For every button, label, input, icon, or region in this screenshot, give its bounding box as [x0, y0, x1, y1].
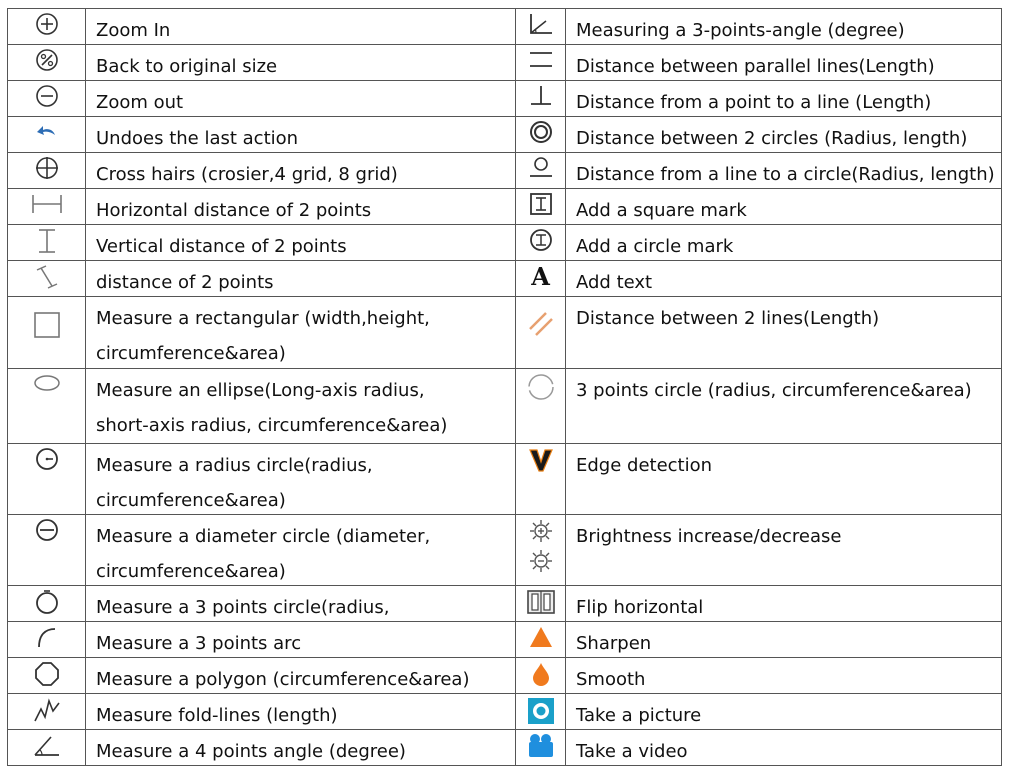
legend-label: Distance between parallel lines(Length): [576, 56, 935, 77]
table-row: [8, 45, 1002, 81]
legend-label: Vertical distance of 2 points: [96, 236, 347, 257]
radius-circle-icon: [35, 447, 59, 471]
zoom-out-icon: [35, 84, 59, 108]
table-row: [8, 189, 1002, 225]
line-to-circle-icon: [528, 156, 554, 180]
rectangle-icon: [33, 311, 61, 339]
two-lines-icon: [526, 309, 556, 339]
legend-label-line2: circumference&area): [96, 490, 286, 511]
legend-label: Measure fold-lines (length): [96, 705, 338, 726]
arc-icon: [35, 625, 59, 649]
legend-label: Edge detection: [576, 455, 713, 476]
flip-horizontal-icon: [526, 589, 556, 615]
table-row: [8, 515, 1002, 586]
three-point-angle-icon: [528, 12, 554, 36]
legend-label: Distance from a line to a circle(Radius, length): [576, 164, 995, 185]
legend-label-line2: circumference&area): [96, 561, 286, 582]
camera-icon: [527, 697, 555, 725]
table-row: [8, 369, 1002, 444]
legend-label: 3 points circle (radius, circumference&area): [576, 380, 972, 401]
legend-label: Take a picture: [576, 705, 702, 726]
legend-label: Brightness increase/decrease: [576, 526, 842, 547]
square-mark-icon: [528, 192, 554, 216]
legend-label: Undoes the last action: [96, 128, 299, 149]
legend-label: Add text: [576, 272, 653, 293]
table-row: [8, 261, 1002, 297]
icon-legend-table: [7, 8, 1002, 766]
fold-lines-icon: [33, 697, 61, 723]
table-row: [8, 225, 1002, 261]
legend-label: Measuring a 3-points-angle (degree): [576, 20, 905, 41]
four-point-angle-icon: [33, 733, 61, 759]
parallel-lines-icon: [528, 48, 554, 72]
crosshair-icon: [35, 156, 59, 180]
edge-detection-icon: [528, 447, 554, 473]
sharpen-icon: [528, 625, 554, 649]
table-row: [8, 622, 1002, 658]
point-to-line-icon: [528, 84, 554, 108]
three-point-circle-icon: [526, 372, 556, 402]
legend-label-line2: circumference&area): [96, 343, 286, 364]
legend-label-line2: short-axis radius, circumference&area): [96, 415, 448, 436]
legend-label: Measure a rectangular (width,height,: [96, 308, 430, 329]
legend-label: Zoom out: [96, 92, 184, 113]
smooth-icon: [528, 661, 554, 687]
legend-label: Zoom In: [96, 20, 171, 41]
legend-label: Distance from a point to a line (Length): [576, 92, 932, 113]
vertical-distance-icon: [35, 228, 59, 254]
table-row: [8, 153, 1002, 189]
table-row: [8, 586, 1002, 622]
undo-icon: [35, 120, 59, 144]
legend-label: Measure a 4 points angle (degree): [96, 741, 406, 762]
three-points-circle-icon: [35, 589, 59, 615]
diagonal-distance-icon: [34, 264, 60, 290]
ellipse-icon: [32, 372, 62, 394]
table-row: [8, 9, 1002, 45]
table-row: [8, 81, 1002, 117]
legend-label: Measure a polygon (circumference&area): [96, 669, 470, 690]
table-row: [8, 658, 1002, 694]
legend-label: Measure a diameter circle (diameter,: [96, 526, 431, 547]
legend-label: Measure an ellipse(Long-axis radius,: [96, 380, 425, 401]
table-row: [8, 444, 1002, 515]
horizontal-distance-icon: [30, 192, 64, 216]
two-circles-icon: [528, 120, 554, 144]
legend-label: Cross hairs (crosier,4 grid, 8 grid): [96, 164, 398, 185]
legend-label: Add a square mark: [576, 200, 747, 221]
legend-label: distance of 2 points: [96, 272, 274, 293]
legend-label: Measure a radius circle(radius,: [96, 455, 373, 476]
table-row: [8, 694, 1002, 730]
text-icon: A: [531, 262, 550, 291]
legend-label: Add a circle mark: [576, 236, 734, 257]
zoom-in-icon: [35, 12, 59, 36]
legend-label: Distance between 2 circles (Radius, length): [576, 128, 968, 149]
legend-label: Sharpen: [576, 633, 652, 654]
legend-label: Measure a 3 points arc: [96, 633, 302, 654]
legend-label: Horizontal distance of 2 points: [96, 200, 372, 221]
legend-label: Measure a 3 points circle(radius,: [96, 597, 390, 618]
circle-mark-icon: [528, 228, 554, 252]
diameter-circle-icon: [35, 518, 59, 542]
original-size-icon: [35, 48, 59, 72]
table-row: [8, 297, 1002, 369]
table-row: [8, 117, 1002, 153]
legend-label: Smooth: [576, 669, 646, 690]
legend-label: Distance between 2 lines(Length): [576, 308, 880, 329]
table-row: [8, 730, 1002, 766]
video-icon: [527, 733, 555, 759]
legend-label: Take a video: [576, 741, 688, 762]
brightness-icon: [527, 518, 555, 578]
polygon-icon: [34, 661, 60, 687]
legend-label: Back to original size: [96, 56, 278, 77]
legend-label: Flip horizontal: [576, 597, 704, 618]
